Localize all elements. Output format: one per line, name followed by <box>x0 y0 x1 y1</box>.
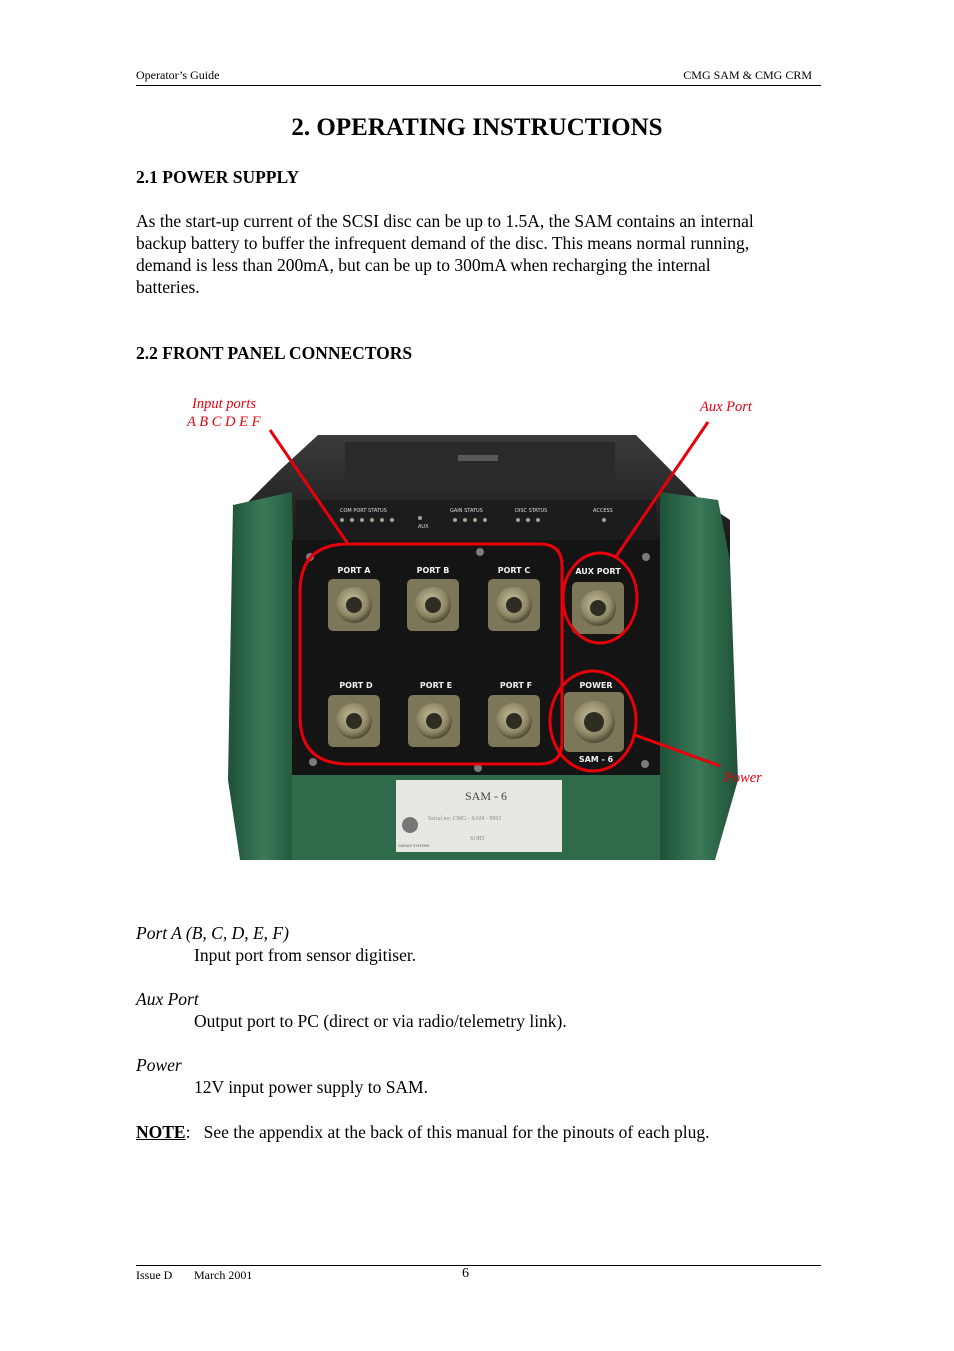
note-text: : See the appendix at the back of this manual for the pinouts of each plug. <box>185 1122 710 1142</box>
paragraph-line: As the start-up current of the SCSI disc can be up to 1.5A, the SAM contains an internal <box>136 211 754 231</box>
def-desc-ports: Input port from sensor digitiser. <box>194 945 417 965</box>
connector-port-f <box>488 695 540 747</box>
plate-line: Serial no: CMG - SAM - 9992 <box>428 816 502 822</box>
connector-port-e <box>408 695 460 747</box>
label-port-e: PORT E <box>419 681 453 690</box>
paragraph-line: demand is less than 200mA, but can be up to 300mA when recharging the internal <box>136 255 711 275</box>
label-port-c: PORT C <box>497 566 531 575</box>
paragraph-line: backup battery to buffer the infrequent demand of the disc. This means normal running, <box>136 233 750 253</box>
plate-title: SAM - 6 <box>464 789 508 803</box>
plate-line: SORT <box>470 836 485 842</box>
connector-port-a <box>328 579 380 631</box>
status-label: ACCESS <box>593 508 613 514</box>
label-port-a: PORT A <box>337 566 371 575</box>
footer-issue: Issue D <box>136 1268 173 1282</box>
front-panel-photo <box>150 380 804 870</box>
header-left: Operator’s Guide <box>136 68 220 82</box>
label-port-b: PORT B <box>416 566 450 575</box>
paragraph-line: batteries. <box>136 277 200 297</box>
page-number: 6 <box>462 1266 469 1281</box>
def-desc-power: 12V input power supply to SAM. <box>194 1077 428 1097</box>
section-heading-front-panel: 2.2 FRONT PANEL CONNECTORS <box>136 343 413 363</box>
connector-port-c <box>488 579 540 631</box>
note-paragraph <box>136 1121 710 1143</box>
callout-input-ports-line1: Input ports <box>192 396 257 412</box>
label-sam6: SAM - 6 <box>578 755 614 764</box>
status-label: COM PORT STATUS <box>340 508 387 514</box>
header-rule <box>136 85 821 86</box>
connector-power <box>564 692 624 752</box>
label-port-f: PORT F <box>499 681 533 690</box>
label-aux-port: AUX PORT <box>575 567 621 576</box>
def-term-ports: Port A (B, C, D, E, F) <box>136 923 289 943</box>
callout-aux-port: Aux Port <box>700 399 752 415</box>
callout-power: Power <box>724 770 762 786</box>
status-label: AUX <box>418 524 429 530</box>
callout-input-ports-line2: A B C D E F <box>187 414 261 430</box>
page-title: 2. OPERATING INSTRUCTIONS <box>291 114 663 141</box>
note-label: NOTE <box>136 1122 186 1142</box>
footer-date: March 2001 <box>194 1268 253 1282</box>
label-power: POWER <box>579 681 613 690</box>
connector-port-b <box>407 579 459 631</box>
connector-aux-port <box>572 582 624 634</box>
footer-rule <box>136 1265 821 1266</box>
front-panel-figure <box>150 380 804 870</box>
plate-brand: GURALP SYSTEMS <box>398 844 430 848</box>
status-label: DISC STATUS <box>515 508 548 514</box>
def-desc-aux: Output port to PC (direct or via radio/telemetry link). <box>194 1011 567 1031</box>
header-right: CMG SAM & CMG CRM <box>683 68 812 82</box>
def-term-aux: Aux Port <box>136 989 199 1009</box>
connector-port-d <box>328 695 380 747</box>
status-label: GAIN STATUS <box>450 508 483 514</box>
section-heading-power-supply: 2.1 POWER SUPPLY <box>136 167 300 187</box>
label-port-d: PORT D <box>339 681 373 690</box>
def-term-power: Power <box>136 1055 182 1075</box>
power-supply-paragraph <box>136 210 836 298</box>
